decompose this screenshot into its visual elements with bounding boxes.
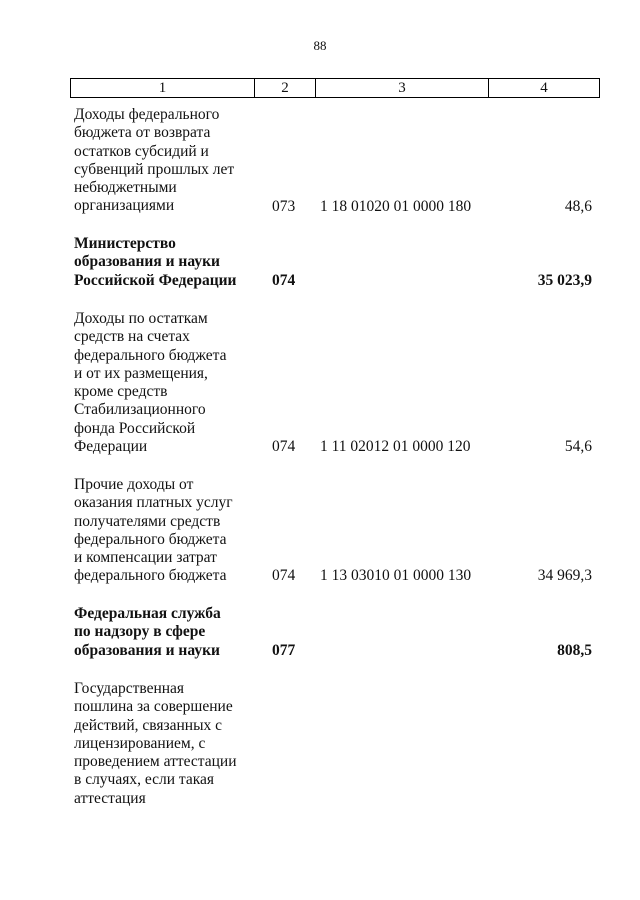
- row-description: [74, 605, 246, 660]
- description-line: средств на счетах: [74, 328, 190, 346]
- row-description: [74, 476, 246, 586]
- row-amount: 808,5: [557, 642, 592, 659]
- description-line: образования и науки: [74, 253, 220, 271]
- row-amount: 35 023,9: [537, 272, 592, 289]
- description-line: Государственная: [74, 680, 185, 697]
- description-line: федерального бюджета: [74, 530, 227, 548]
- description-line: федерального бюджета: [74, 567, 227, 585]
- description-line: оказания платных услуг: [74, 494, 233, 512]
- column-header-3: 3: [316, 79, 489, 97]
- row-kbk: 1 11 02012 01 0000 120: [320, 438, 471, 455]
- description-line: кроме средств: [74, 383, 168, 401]
- row-description: [74, 235, 246, 290]
- row-description: [74, 310, 246, 456]
- description-line: аттестация: [74, 789, 146, 807]
- description-line: Доходы федерального: [74, 106, 220, 123]
- description-line: Федерации: [74, 438, 148, 456]
- description-line: действий, связанных с: [74, 716, 223, 734]
- row-code: 074: [272, 567, 296, 584]
- description-line: Министерство: [74, 235, 176, 252]
- column-header-2: 2: [255, 79, 316, 97]
- description-line: небюджетными: [74, 179, 177, 197]
- row-code: 074: [272, 272, 296, 289]
- description-line: субвенций прошлых лет: [74, 160, 235, 178]
- description-line: в случаях, если такая: [74, 771, 215, 789]
- row-description: [74, 106, 246, 216]
- description-line: и от их размещения,: [74, 364, 208, 382]
- description-line: получателями средств: [74, 512, 221, 530]
- description-line: бюджета от возврата: [74, 124, 211, 142]
- row-code: 073: [272, 198, 296, 215]
- column-header-4: 4: [540, 80, 548, 96]
- description-line: и компенсации затрат: [74, 549, 217, 567]
- description-line: по надзору в сфере: [74, 623, 206, 641]
- description-line: организациями: [74, 197, 175, 215]
- row-code: 077: [272, 642, 296, 659]
- row-kbk: 1 13 03010 01 0000 130: [320, 567, 472, 584]
- description-line: пошлина за совершение: [74, 698, 233, 716]
- description-line: лицензированием, с: [74, 734, 206, 752]
- description-line: образования и науки: [74, 641, 220, 659]
- row-code: 074: [272, 438, 296, 455]
- description-line: проведением аттестации: [74, 753, 237, 771]
- description-line: Прочие доходы от: [74, 476, 194, 493]
- row-kbk: 1 18 01020 01 0000 180: [320, 198, 472, 215]
- description-line: остатков субсидий и: [74, 142, 209, 160]
- description-line: федерального бюджета: [74, 346, 227, 364]
- row-amount: 34 969,3: [537, 567, 592, 584]
- description-line: фонда Российской: [74, 419, 196, 437]
- description-line: Доходы по остаткам: [74, 310, 208, 327]
- row-description: [74, 680, 246, 808]
- column-header-1: 1: [71, 79, 255, 97]
- description-line: Федеральная служба: [74, 605, 221, 622]
- row-amount: 54,6: [564, 438, 592, 455]
- row-amount: 48,6: [564, 198, 592, 215]
- description-line: Стабилизационного: [74, 401, 206, 419]
- table-header: [70, 78, 600, 98]
- description-line: Российской Федерации: [74, 271, 237, 289]
- page-number: 88: [313, 38, 327, 53]
